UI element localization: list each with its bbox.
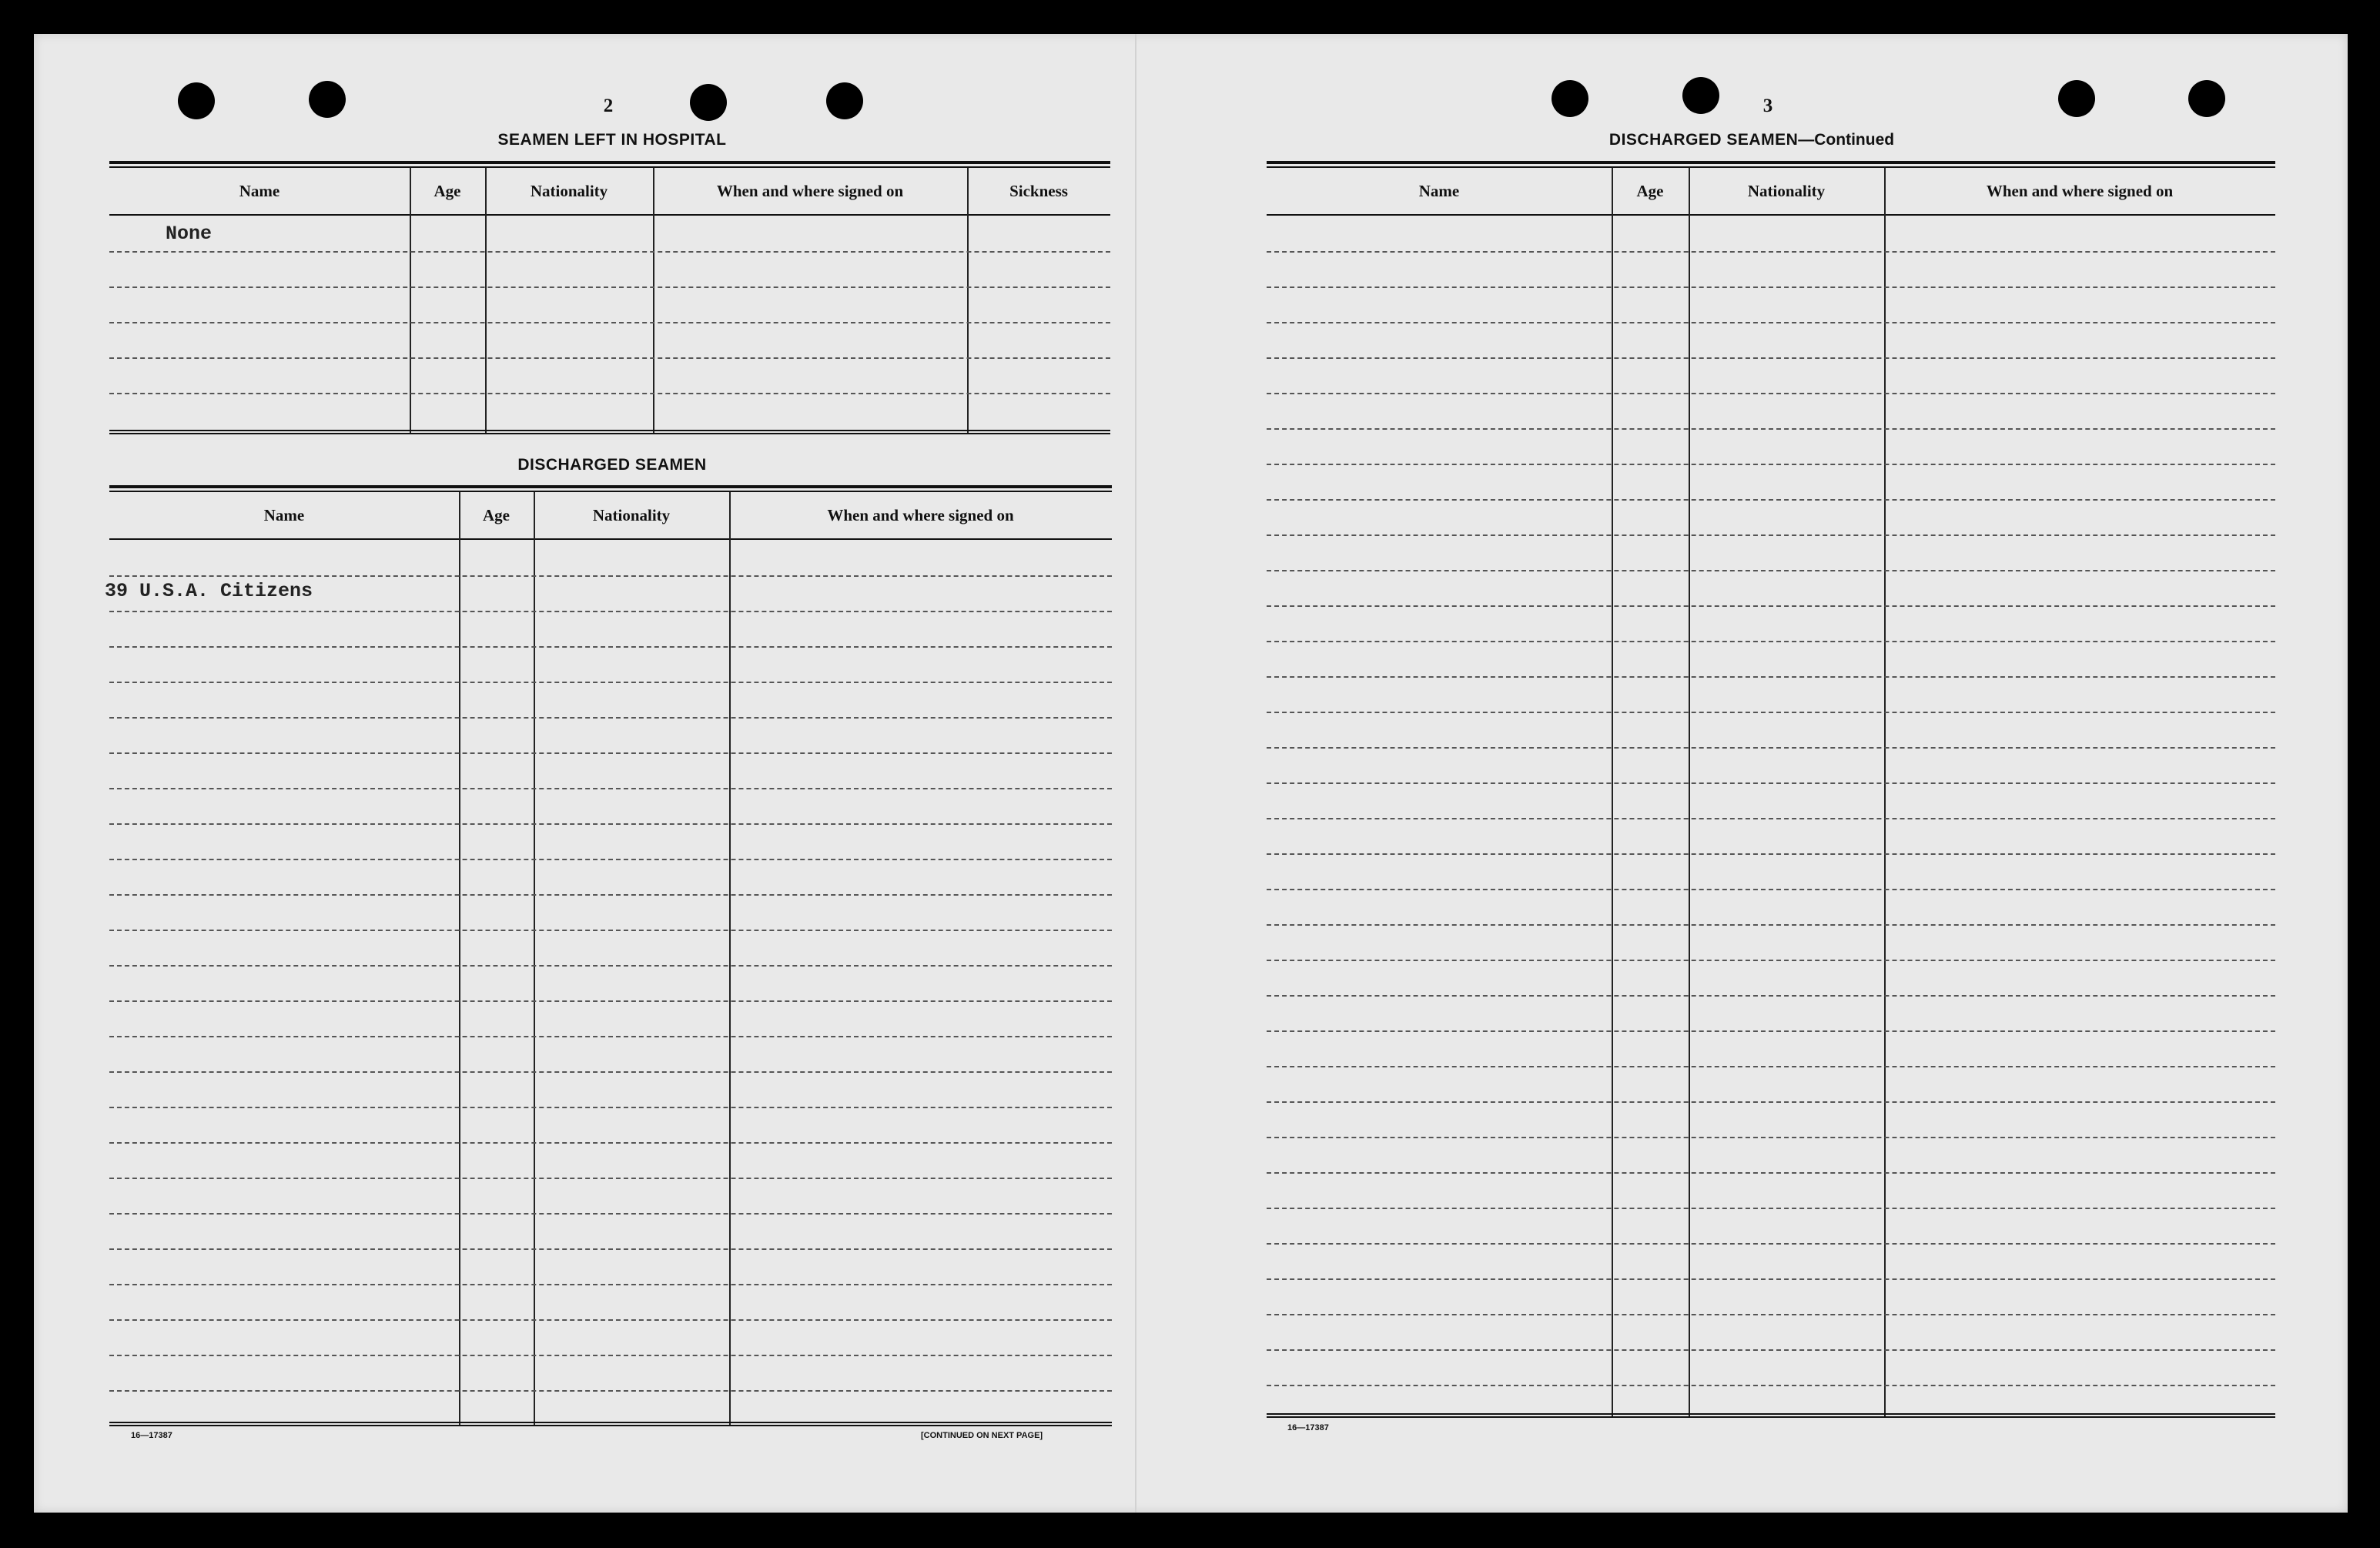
table-row [1267, 393, 2275, 394]
column-header-nationality: Nationality [592, 505, 671, 524]
table-row [109, 1107, 1112, 1108]
column-divider [410, 168, 411, 434]
table-row [109, 859, 1112, 860]
table-row [109, 1142, 1112, 1144]
table-row [1267, 1349, 2275, 1351]
form-number-left: 16—17387 [131, 1431, 172, 1440]
column-divider [653, 168, 654, 434]
column-divider [485, 168, 487, 434]
table-row [1267, 747, 2275, 749]
table-row [109, 1036, 1112, 1037]
table-bottom-rule [1267, 1413, 2275, 1418]
table-row [1267, 676, 2275, 678]
table-row [109, 646, 1112, 648]
column-header-age: Age [1636, 181, 1664, 200]
column-divider [1884, 168, 1886, 1418]
table-row [1267, 818, 2275, 819]
column-divider [729, 492, 731, 1426]
table-row [1267, 357, 2275, 359]
punch-hole [2058, 80, 2095, 117]
punch-hole [1552, 80, 1588, 117]
table-row [1267, 1243, 2275, 1245]
table-row [1267, 1066, 2275, 1067]
table-row [1267, 995, 2275, 997]
column-header-sickness: Sickness [1009, 181, 1068, 200]
column-header-age: Age [483, 505, 510, 524]
column-divider [459, 492, 460, 1426]
punch-hole [1682, 77, 1719, 114]
column-header-name: Name [239, 181, 280, 200]
page-fold [1135, 34, 1136, 1513]
column-divider [534, 492, 535, 1426]
column-header-signed-on: When and where signed on [716, 181, 904, 200]
discharged-continued-title [1509, 131, 1994, 149]
continued-note: [CONTINUED ON NEXT PAGE] [921, 1431, 1043, 1440]
hospital-table [109, 161, 1110, 434]
table-row [1267, 1278, 2275, 1280]
punch-hole [826, 82, 863, 119]
discharged-continued-title-main: DISCHARGED SEAMEN [1608, 131, 1799, 149]
continued-suffix: —Continued [1798, 131, 1895, 149]
table-row [1267, 251, 2275, 253]
table-row [1267, 428, 2275, 430]
table-header-row [1267, 168, 2275, 216]
table-row [109, 752, 1112, 754]
table-row [109, 823, 1112, 825]
table-row [109, 611, 1112, 612]
table-top-rule [1267, 161, 2275, 168]
table-row [1267, 853, 2275, 855]
hospital-section-title: SEAMEN LEFT IN HOSPITAL [497, 131, 727, 149]
table-row [1267, 924, 2275, 926]
table-row [1267, 1314, 2275, 1315]
table-bottom-rule [109, 1422, 1112, 1426]
column-header-nationality: Nationality [1747, 181, 1826, 200]
punch-hole [178, 82, 215, 119]
table-top-rule [109, 485, 1112, 492]
discharged-continued-table [1267, 161, 2275, 1418]
table-row [1267, 464, 2275, 465]
table-row [1267, 641, 2275, 642]
table-row [109, 1248, 1112, 1250]
discharged-section-title: DISCHARGED SEAMEN [517, 456, 707, 474]
table-row [1267, 1208, 2275, 1209]
table-header-row [109, 168, 1110, 216]
table-row [109, 286, 1110, 288]
table-row [109, 393, 1110, 394]
table-row [109, 322, 1110, 323]
page-number-right: 3 [1762, 95, 1773, 116]
table-header-row [109, 492, 1112, 540]
table-row [109, 965, 1112, 967]
punch-hole [309, 81, 346, 118]
column-header-age: Age [433, 181, 461, 200]
table-top-rule [109, 161, 1110, 168]
table-bottom-rule [109, 430, 1110, 434]
table-row [109, 575, 1112, 577]
table-row [109, 1355, 1112, 1356]
table-row [109, 1000, 1112, 1002]
table-row [109, 1213, 1112, 1215]
column-header-name: Name [263, 505, 305, 524]
table-row [1267, 534, 2275, 536]
column-divider [967, 168, 969, 434]
table-row [109, 717, 1112, 719]
column-header-name: Name [1418, 181, 1460, 200]
table-row [109, 788, 1112, 789]
table-row [1267, 1385, 2275, 1386]
table-row [1267, 712, 2275, 713]
punch-hole [690, 84, 727, 121]
column-divider [1612, 168, 1613, 1418]
table-row [109, 1390, 1112, 1392]
table-row [1267, 570, 2275, 571]
table-row [109, 930, 1112, 931]
hospital-entry-none: None [166, 223, 213, 245]
table-row [109, 1178, 1112, 1179]
table-row [1267, 889, 2275, 890]
table-row [109, 1319, 1112, 1321]
table-row [109, 1071, 1112, 1073]
table-row [1267, 605, 2275, 607]
table-row [109, 682, 1112, 683]
table-row [1267, 286, 2275, 288]
table-row [109, 1284, 1112, 1285]
table-row [1267, 1172, 2275, 1174]
page-number-left: 2 [603, 95, 614, 116]
column-divider [1689, 168, 1690, 1418]
table-row [109, 894, 1112, 896]
table-row [1267, 1101, 2275, 1103]
discharged-table [109, 485, 1112, 1426]
punch-hole [2188, 80, 2225, 117]
table-row [1267, 499, 2275, 501]
discharged-entry-citizens: 39 U.S.A. Citizens [105, 580, 313, 602]
table-row [109, 357, 1110, 359]
table-row [1267, 1137, 2275, 1138]
table-row [1267, 782, 2275, 784]
table-row [1267, 322, 2275, 323]
table-row [1267, 1030, 2275, 1032]
table-row [109, 251, 1110, 253]
column-header-signed-on: When and where signed on [827, 505, 1014, 524]
table-row [1267, 960, 2275, 961]
form-number-right: 16—17387 [1287, 1423, 1329, 1432]
column-header-signed-on: When and where signed on [1986, 181, 2174, 200]
column-header-nationality: Nationality [530, 181, 608, 200]
